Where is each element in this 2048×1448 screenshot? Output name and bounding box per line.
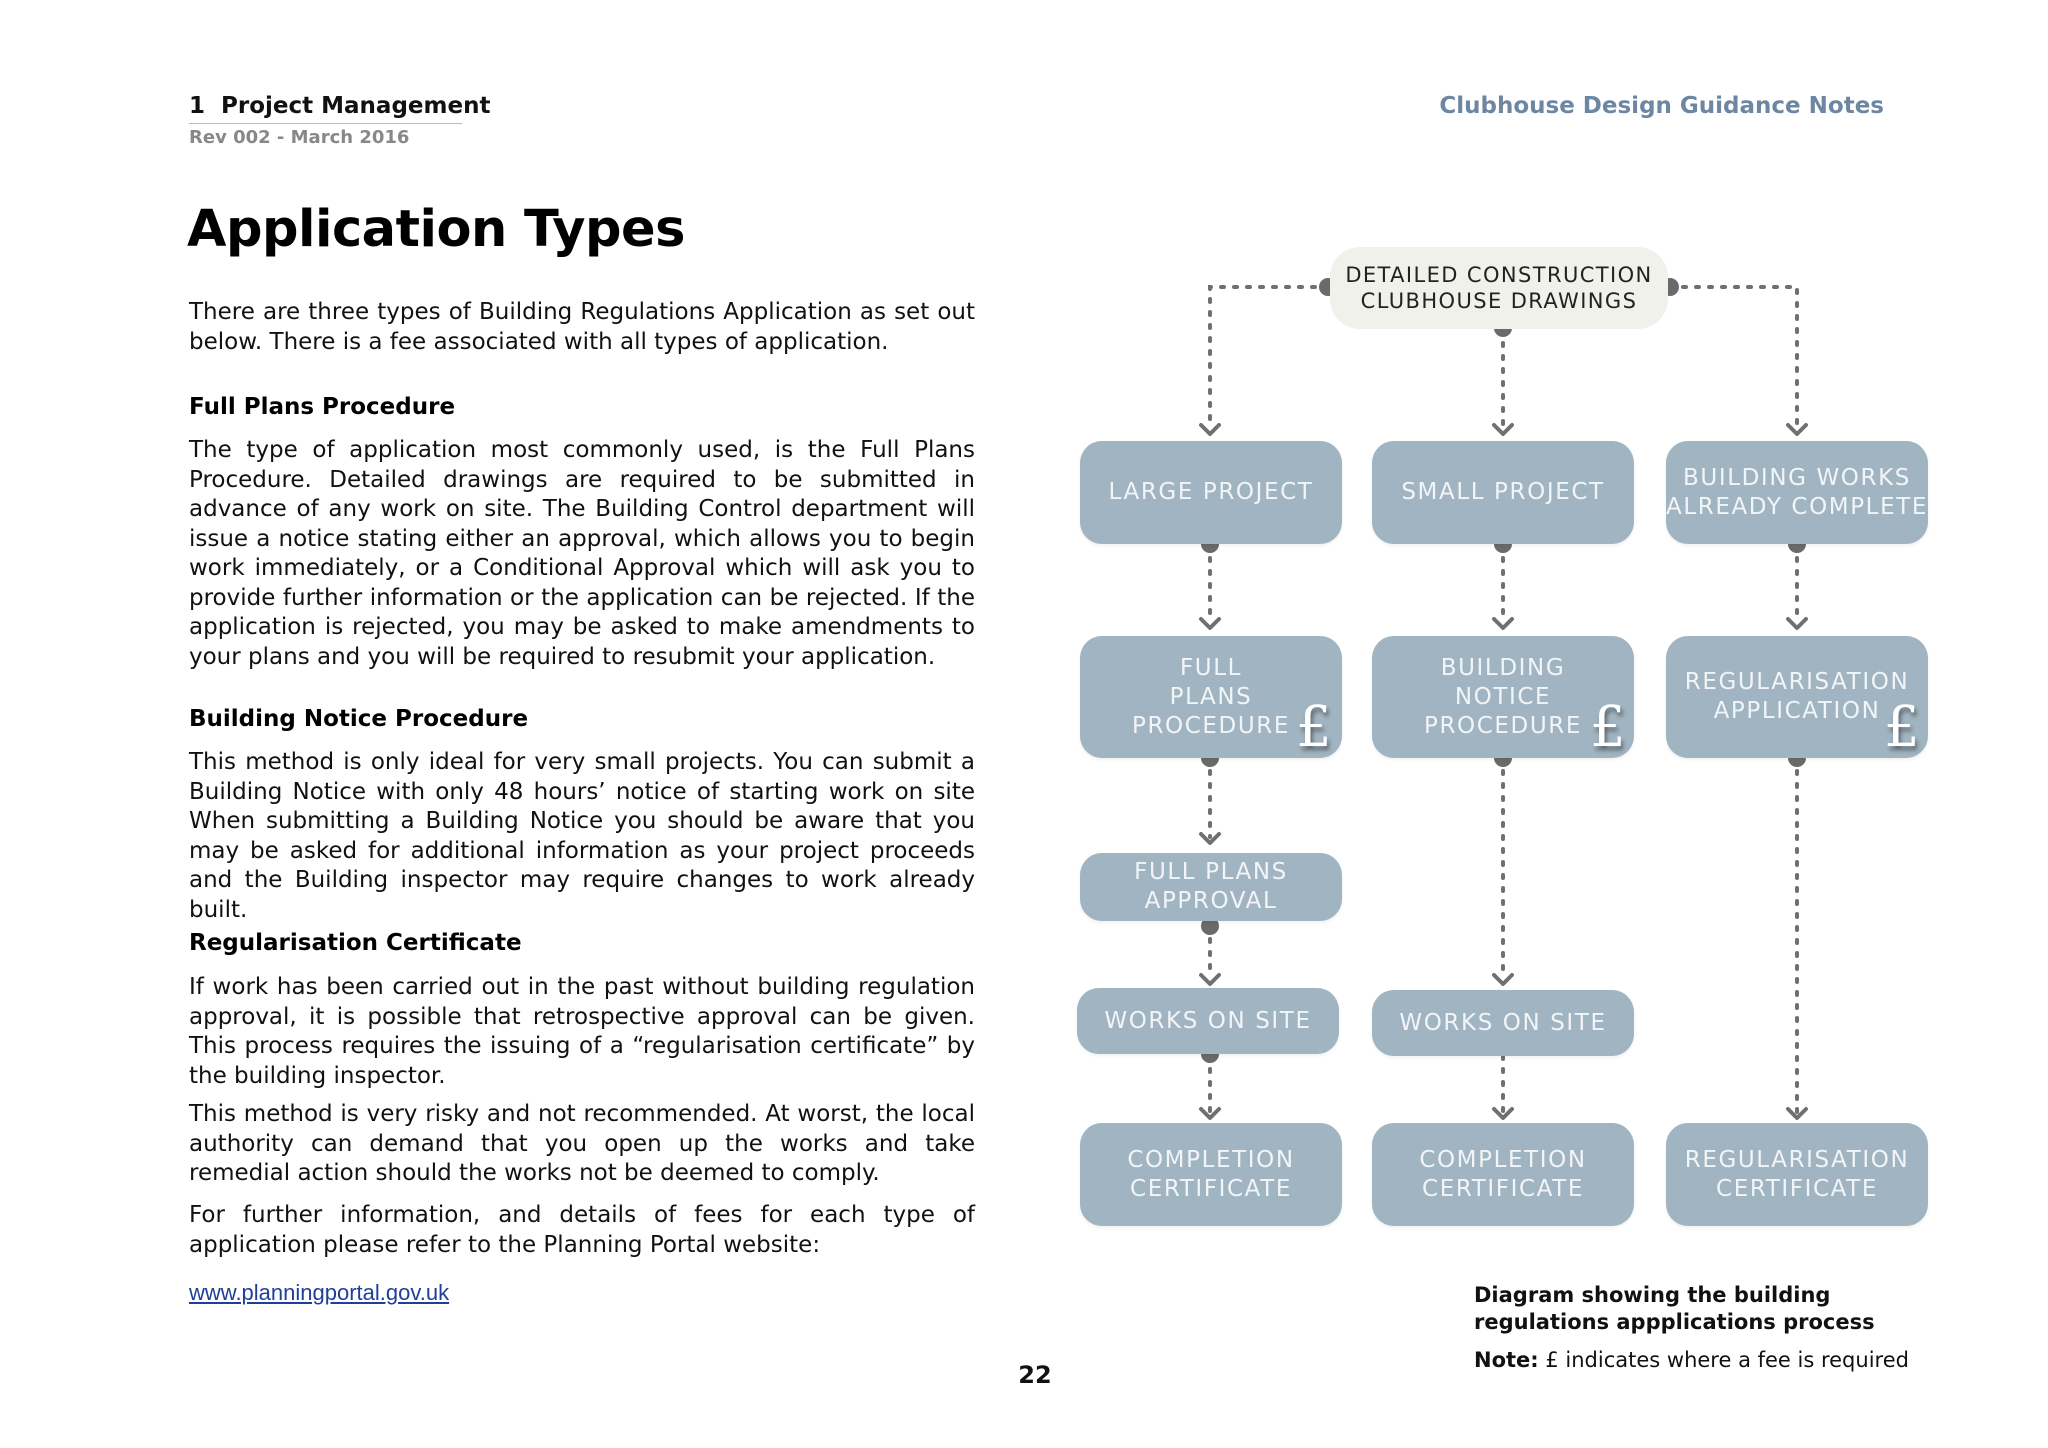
diagram-caption: Diagram showing the building regulations appplications process (1474, 1283, 1875, 1334)
node-detailed-drawings: DETAILED CONSTRUCTION CLUBHOUSE DRAWINGS (1330, 247, 1668, 329)
connector-top-left (1210, 287, 1328, 425)
node-full-plans-procedure: FULL PLANS PROCEDURE (1080, 636, 1342, 758)
fee-symbol: £ (1590, 695, 1626, 760)
node-regularisation-certificate: REGULARISATION CERTIFICATE (1666, 1123, 1928, 1226)
node-regularisation-application: REGULARISATION APPLICATION (1666, 636, 1928, 758)
section-heading-building-notice: Building Notice Procedure (189, 706, 529, 732)
fee-note (1474, 1348, 1909, 1372)
node-works-on-site-1: WORKS ON SITE (1077, 988, 1339, 1054)
arrowhead (1201, 425, 1219, 434)
section-heading-full-plans: Full Plans Procedure (189, 394, 456, 420)
arrowhead (1201, 619, 1219, 628)
fee-symbol: £ (1884, 695, 1920, 760)
note-label: Note: (1474, 1348, 1539, 1372)
further-info-text: For further information, and details of fees for each type of application please refer to the Planning Portal website: (189, 1202, 975, 1258)
arrowhead (1788, 425, 1806, 434)
building-notice-text: This method is only ideal for very small projects. You can submit a Building Notice with only 48 hours’ notice of starting work on site When submitting a Building Notice you should be aware that you may be asked for additional information as your project proceeds and the Building inspector may require changes to work already built. (189, 749, 975, 923)
node-works-complete: BUILDING WORKS ALREADY COMPLETE (1666, 441, 1928, 544)
section-heading-regularisation: Regularisation Certificate (189, 930, 522, 956)
arrowhead (1494, 425, 1512, 434)
node-completion-certificate-2: COMPLETION CERTIFICATE (1372, 1123, 1634, 1226)
node-works-on-site-2: WORKS ON SITE (1372, 990, 1634, 1056)
document-title: Clubhouse Design Guidance Notes (1439, 93, 1884, 119)
node-small-project: SMALL PROJECT (1372, 441, 1634, 544)
fee-symbol: £ (1296, 695, 1332, 760)
page-title: Application Types (187, 200, 685, 259)
page-number: 22 (1018, 1361, 1052, 1389)
note-text: £ indicates where a fee is required (1538, 1348, 1909, 1372)
node-large-project: LARGE PROJECT (1080, 441, 1342, 544)
arrowhead (1494, 975, 1512, 984)
regularisation-text-1: If work has been carried out in the past without building regulation approval, it is possible that retrospective approval can be given. This process requires the issuing of a “regularisation certificate” by the building inspector. (189, 974, 975, 1089)
arrowhead (1494, 619, 1512, 628)
planning-portal-link[interactable]: www.planningportal.gov.uk (189, 1280, 450, 1305)
section-label: 1 Project Management (189, 93, 491, 119)
arrowhead (1788, 619, 1806, 628)
arrowhead (1201, 975, 1219, 984)
node-completion-certificate-1: COMPLETION CERTIFICATE (1080, 1123, 1342, 1226)
node-building-notice-procedure: BUILDING NOTICE PROCEDURE (1372, 636, 1634, 758)
node-full-plans-approval: FULL PLANS APPROVAL (1080, 853, 1342, 921)
full-plans-text: The type of application most commonly used, is the Full Plans Procedure. Detailed drawings are required to be submitted in advance of any work on site. The Building Control department will issue a notice stating either an approval, which allows you to begin work immediately, or a Conditional Approval which will ask you to provide further information or the application can be rejected. If the application is rejected, you may be asked to make amendments to your plans and you will be required to resubmit your application. (189, 437, 975, 670)
intro-text: There are three types of Building Regulations Application as set out below. There is a fee associated with all types of application. (189, 299, 975, 355)
revision-label: Rev 002 - March 2016 (189, 127, 410, 148)
regularisation-text-2: This method is very risky and not recommended. At worst, the local authority can demand that you open up the works and take remedial action should the works not be deemed to comply. (189, 1101, 975, 1186)
connector-top-right (1670, 287, 1797, 425)
